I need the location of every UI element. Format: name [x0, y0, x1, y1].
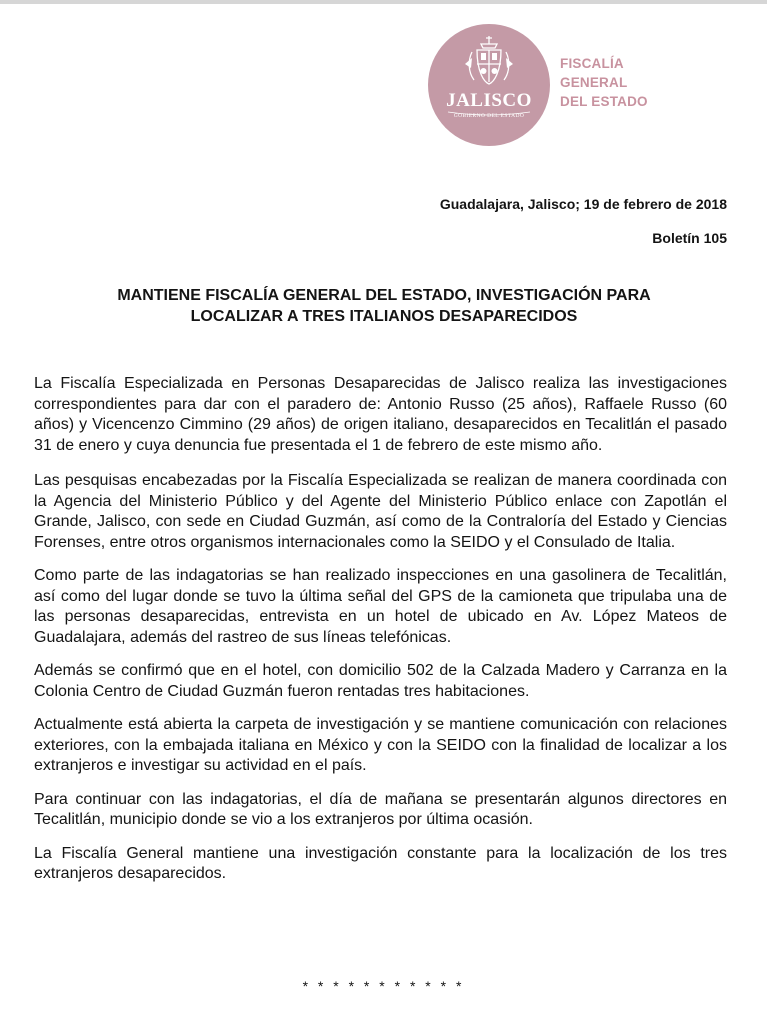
jalisco-coat-of-arms-icon	[428, 24, 550, 146]
top-border	[0, 0, 767, 4]
closing-asterisks: * * * * * * * * * * *	[302, 978, 465, 994]
agency-name-line: FISCALÍA	[560, 56, 624, 71]
paragraph: Además se confirmó que en el hotel, con domicilio 502 de la Calzada Madero y Carranza en la Colonia Centro de Ciudad Guzmán fueron rentadas tres habitaciones.	[34, 662, 727, 700]
paragraph: Actualmente está abierta la carpeta de investigación y se mantiene comunicación con relaciones exteriores, con la embajada italiana en México y con la SEIDO con la finalidad de localizar a los extranjeros e investigar su actividad en el país.	[34, 716, 727, 774]
jalisco-logo	[428, 24, 550, 146]
paragraph: La Fiscalía General mantiene una investigación constante para la localización de los tres extranjeros desaparecidos.	[34, 844, 727, 882]
body-text	[34, 374, 727, 898]
agency-name	[560, 54, 710, 111]
paragraph: Las pesquisas encabezadas por la Fiscalía Especializada se realizan de manera coordinada con la Agencia del Ministerio Público y del Agente del Ministerio Público enlace con Zapotlán el Grande, Jalisco, con sede en Ciudad Guzmán, así como de la Contraloría del Estado y Ciencias Forenses, entre otros organismos internacionales como la SEIDO y el Consulado de Italia.	[34, 472, 727, 551]
headline-line: MANTIENE FISCALÍA GENERAL DEL ESTADO, INVESTIGACIÓN PARA	[117, 287, 651, 304]
logo-subtitle: GOBIERNO DEL ESTADO	[453, 113, 525, 119]
headline-line: LOCALIZAR A TRES ITALIANOS DESAPARECIDOS	[190, 308, 578, 325]
agency-name-line: GENERAL	[560, 75, 628, 90]
headline	[34, 285, 734, 327]
paragraph: Como parte de las indagatorias se han realizado inspecciones en una gasolinera de Tecalitlán, así como del lugar donde se tuvo la última señal del GPS de la camioneta que tripulaba una de las personas desaparecidas, entrevista en un hotel de ubicado en Av. López Mateos de Guadalajara, además del rastreo de sus líneas telefónicas.	[34, 567, 727, 646]
paragraph: Para continuar con las indagatorias, el día de mañana se presentarán algunos directores en Tecalitlán, municipio donde se vio a los extranjeros por última ocasión.	[34, 790, 727, 828]
bulletin-number: Boletín 105	[652, 230, 727, 246]
dateline: Guadalajara, Jalisco; 19 de febrero de 2018	[439, 196, 727, 212]
agency-name-line: DEL ESTADO	[560, 94, 648, 109]
paragraph: La Fiscalía Especializada en Personas Desaparecidas de Jalisco realiza las investigaciones correspondientes para dar con el paradero de: Antonio Russo (25 años), Raffaele Russo (60 años) y Vicencenzo Cimmino (29 años) de origen italiano, desaparecidos en Tecalitlán el pasado 31 de enero y cuya denuncia fue presentada el 1 de febrero de este mismo año.	[34, 375, 727, 454]
logo-wordmark: JALISCO	[446, 90, 532, 111]
